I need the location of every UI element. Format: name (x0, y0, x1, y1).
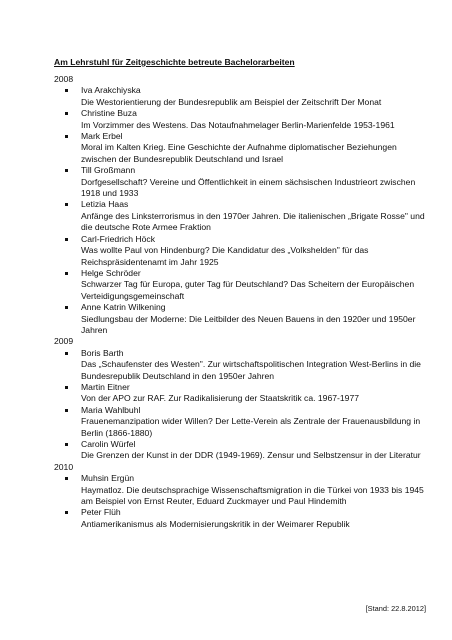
bullet-icon (65, 169, 68, 172)
thesis-title: Siedlungsbau der Moderne: Die Leitbilder des Neuen Bauens in den 1920er und 1950er Jahren (81, 313, 416, 335)
author-name: Maria Wahlbuhl (81, 404, 141, 415)
list-item (54, 382, 434, 405)
thesis-title: Anfänge des Linksterrorismus in den 1970er Jahren. Die italienischen „Brigate Rosse" und die deutsche Rote Armee Fraktion (81, 210, 425, 233)
entry-list (54, 85, 434, 336)
author-name: Till Großmann (81, 165, 136, 176)
bullet-icon (65, 272, 68, 275)
list-item (54, 473, 434, 507)
thesis-title: Von der APO zur RAF. Zur Radikalisierung der Staatskritik ca. 1967-1977 (81, 393, 359, 404)
list-item (54, 199, 434, 233)
year-section-2008 (54, 74, 434, 336)
bullet-icon (65, 306, 68, 309)
author-name: Iva Arakchiyska (81, 85, 141, 96)
bullet-icon (65, 409, 68, 412)
thesis-title: Haymatloz. Die deutschsprachige Wissenschaftsmigration in die Türkei von 1933 bis 1945 am Beispiel von Ernst Reuter, Eduard Zuckmayer und Paul Hindemith (81, 484, 424, 507)
bullet-icon (65, 112, 68, 115)
author-name: Helge Schröder (81, 267, 141, 278)
list-item (54, 507, 434, 530)
author-name: Carl-Friedrich Höck (81, 233, 156, 244)
author-name: Martin Eitner (81, 381, 130, 392)
list-item (54, 234, 434, 268)
document-footer-date: [Stand: 22.8.2012] (365, 604, 426, 613)
author-name: Letizia Haas (81, 199, 129, 210)
year-heading: 2010 (54, 461, 74, 472)
author-name: Muhsin Ergün (81, 473, 135, 484)
author-name: Mark Erbel (81, 131, 123, 142)
author-name: Christine Buza (81, 108, 137, 119)
thesis-title: Die Westorientierung der Bundesrepublik am Beispiel der Zeitschrift Der Monat (81, 96, 382, 107)
list-item (54, 439, 434, 462)
bullet-icon (65, 352, 68, 355)
author-name: Boris Barth (81, 347, 124, 358)
bullet-icon (65, 135, 68, 138)
year-section-2010 (54, 462, 434, 530)
thesis-title: Antiamerikanismus als Modernisierungskritik in der Weimarer Republik (81, 518, 350, 529)
author-name: Anne Katrin Wilkening (81, 302, 166, 313)
bullet-icon (65, 89, 68, 92)
bullet-icon (65, 203, 68, 206)
list-item (54, 131, 434, 165)
list-item (54, 108, 434, 131)
list-item (54, 302, 434, 336)
year-section-2009 (54, 336, 434, 461)
thesis-title: Frauenemanzipation wider Willen? Der Lette-Verein als Zentrale der Frauenausbildung in Berlin (1866-1880) (81, 416, 421, 438)
list-item (54, 85, 434, 108)
thesis-title: Was wollte Paul von Hindenburg? Die Kandidatur des „Volkshelden" für das Reichspräsidentenamt im Jahr 1925 (81, 245, 369, 267)
thesis-title: Die Grenzen der Kunst in der DDR (1949-1969). Zensur und Selbstzensur in der Literatur (81, 450, 421, 461)
thesis-title: Moral im Kalten Krieg. Eine Geschichte der Aufnahme diplomatischer Beziehungen zwischen der Bundesrepublik Deutschland und Israel (81, 142, 397, 164)
thesis-title: Dorfgesellschaft? Vereine und Öffentlichkeit in einem sächsischen Industrieort zwischen 1918 und 1933 (81, 176, 416, 199)
document-title: Am Lehrstuhl für Zeitgeschichte betreute Bachelorarbeiten (54, 57, 295, 67)
thesis-title: Das „Schaufenster des Westen". Zur wirtschaftspolitischen Integration West-Berlins in die Bundesrepublik Deutschland in den 1950er Jahren (81, 359, 421, 381)
bullet-icon (65, 386, 68, 389)
year-heading: 2008 (54, 74, 74, 84)
list-item (54, 268, 434, 302)
thesis-title: Schwarzer Tag für Europa, guter Tag für Deutschland? Das Scheitern der Europäischen Verteidigungsgemeinschaft (81, 279, 415, 301)
year-heading: 2009 (54, 336, 74, 347)
thesis-title: Im Vorzimmer des Westens. Das Notaufnahmelager Berlin-Marienfelde 1953-1961 (81, 119, 395, 130)
list-item (54, 348, 434, 382)
bullet-icon (65, 238, 68, 241)
author-name: Carolin Würfel (81, 439, 136, 449)
thesis-list (54, 74, 434, 530)
bullet-icon (65, 511, 68, 514)
entry-list (54, 473, 434, 530)
bullet-icon (65, 443, 68, 446)
bullet-icon (65, 477, 68, 480)
author-name: Peter Flüh (81, 507, 121, 518)
entry-list (54, 348, 434, 462)
list-item (54, 165, 434, 199)
list-item (54, 405, 434, 439)
